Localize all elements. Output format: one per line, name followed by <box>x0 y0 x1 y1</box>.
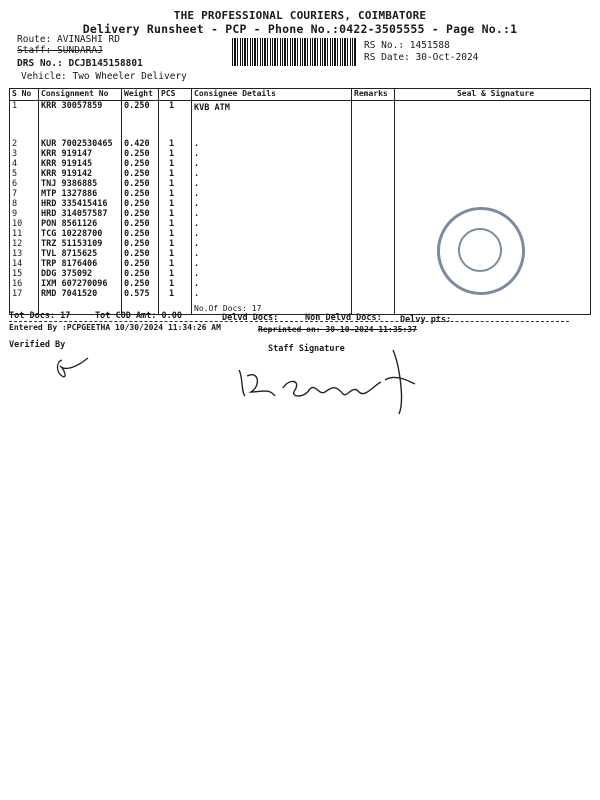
cell-consignee: . <box>192 139 352 149</box>
tot-cod: Tot COD Amt: 0.00 <box>95 311 182 321</box>
cell-pcs: 1 <box>159 249 192 259</box>
cell-weight: 0.420 <box>122 139 159 149</box>
cell-consignee: . <box>192 149 352 159</box>
cell-weight: 0.250 <box>122 149 159 159</box>
cell-remarks <box>352 169 395 179</box>
cell-remarks <box>352 259 395 269</box>
cell-remarks <box>352 179 395 189</box>
cell-consignment: TVL 8715625 <box>39 249 122 259</box>
cell-weight: 0.250 <box>122 269 159 279</box>
cell-consignment: KRR 919142 <box>39 169 122 179</box>
cell-weight: 0.250 <box>122 209 159 219</box>
cell-pcs: 1 <box>159 101 192 139</box>
cell-pcs: 1 <box>159 279 192 289</box>
table-row <box>10 159 591 169</box>
cell-sno: 4 <box>10 159 39 169</box>
bank-seal-center <box>458 228 502 272</box>
cell-weight: 0.250 <box>122 249 159 259</box>
verified-by-label: Verified By <box>9 340 66 350</box>
cell-sno: 13 <box>10 249 39 259</box>
delvd-docs: Delvd Docs: <box>222 313 279 323</box>
cell-remarks <box>352 239 395 249</box>
cell-consignee: . <box>192 179 352 189</box>
cell-consignment: HRD 335415416 <box>39 199 122 209</box>
cell-remarks <box>352 199 395 209</box>
table-row <box>10 189 591 199</box>
col-consignment: Consignment No <box>39 89 122 101</box>
col-seal: Seal & Signature <box>395 89 591 101</box>
rs-date: RS Date: 30-Oct-2024 <box>364 52 479 63</box>
cell-sno: 6 <box>10 179 39 189</box>
cell-weight: 0.250 <box>122 279 159 289</box>
cell-pcs: 1 <box>159 149 192 159</box>
col-weight: Weight <box>122 89 159 101</box>
cell-sno: 2 <box>10 139 39 149</box>
cell-remarks <box>352 139 395 149</box>
cell-consignment: TRZ 51153109 <box>39 239 122 249</box>
cell-remarks <box>352 279 395 289</box>
cell-seal <box>395 199 591 209</box>
table-row <box>10 179 591 189</box>
col-pcs: PCS <box>159 89 192 101</box>
cell-seal <box>395 179 591 189</box>
cell-consignee: . <box>192 189 352 199</box>
cell-consignee: . <box>192 259 352 269</box>
footer-cell <box>395 299 591 315</box>
cell-seal <box>395 149 591 159</box>
cell-sno: 16 <box>10 279 39 289</box>
cell-sno: 14 <box>10 259 39 269</box>
cell-pcs: 1 <box>159 139 192 149</box>
drs-number: DRS No.: DCJB145158801 <box>17 58 143 69</box>
cell-weight: 0.250 <box>122 159 159 169</box>
cell-remarks <box>352 209 395 219</box>
cell-consignee: . <box>192 169 352 179</box>
non-delvd-docs: Non Delvd Docs: <box>305 313 382 323</box>
table-row <box>10 149 591 159</box>
cell-sno: 12 <box>10 239 39 249</box>
cell-weight: 0.250 <box>122 199 159 209</box>
cell-pcs: 1 <box>159 189 192 199</box>
cell-pcs: 1 <box>159 289 192 299</box>
cell-consignment: TRP 8176406 <box>39 259 122 269</box>
cell-consignee: . <box>192 289 352 299</box>
cell-remarks <box>352 101 395 139</box>
cell-sno: 3 <box>10 149 39 159</box>
cell-seal <box>395 169 591 179</box>
staff-signature-label: Staff Signature <box>268 344 345 354</box>
divider-line <box>9 321 569 322</box>
cell-pcs: 1 <box>159 229 192 239</box>
cell-weight: 0.250 <box>122 219 159 229</box>
cell-weight: 0.250 <box>122 169 159 179</box>
no-of-docs: No.Of Docs: 17 <box>192 299 352 315</box>
cell-consignment: KRR 30057859 <box>39 101 122 139</box>
cell-consignee: . <box>192 229 352 239</box>
cell-pcs: 1 <box>159 179 192 189</box>
barcode <box>232 38 357 66</box>
cell-sno: 5 <box>10 169 39 179</box>
cell-consignee: . <box>192 279 352 289</box>
cell-sno: 1 <box>10 101 39 139</box>
company-name: THE PROFESSIONAL COURIERS, COIMBATORE <box>173 9 427 22</box>
cell-weight: 0.250 <box>122 259 159 269</box>
cell-sno: 15 <box>10 269 39 279</box>
table-row <box>10 101 591 139</box>
cell-remarks <box>352 159 395 169</box>
table-row <box>10 289 591 299</box>
cell-consignment: KRR 919147 <box>39 149 122 159</box>
col-remarks: Remarks <box>352 89 395 101</box>
cell-remarks <box>352 149 395 159</box>
cell-consignment: TCG 10228700 <box>39 229 122 239</box>
cell-weight: 0.250 <box>122 179 159 189</box>
delvy-pts: Delvy pts: <box>400 315 452 325</box>
cell-remarks <box>352 219 395 229</box>
cell-pcs: 1 <box>159 209 192 219</box>
verified-signature <box>52 352 122 386</box>
cell-remarks <box>352 289 395 299</box>
cell-sno: 7 <box>10 189 39 199</box>
cell-consignment: RMD 7041520 <box>39 289 122 299</box>
cell-consignment: DDG 375092 <box>39 269 122 279</box>
rs-number: RS No.: 1451588 <box>364 40 450 51</box>
runsheet-title: Delivery Runsheet - PCP - Phone No.:0422-3505555 - Page No.:1 <box>82 22 518 36</box>
table-row <box>10 169 591 179</box>
cell-pcs: 1 <box>159 259 192 269</box>
cell-consignee: . <box>192 159 352 169</box>
cell-consignee: KVB ATM <box>192 101 352 139</box>
staff-label: Staff: SUNDARAJ <box>17 45 103 56</box>
cell-pcs: 1 <box>159 219 192 229</box>
col-sno: S No <box>10 89 39 101</box>
cell-sno: 9 <box>10 209 39 219</box>
cell-remarks <box>352 229 395 239</box>
reprinted-on: Reprinted on: 30-10-2024 11:35:37 <box>258 325 417 334</box>
cell-pcs: 1 <box>159 169 192 179</box>
cell-pcs: 1 <box>159 239 192 249</box>
table-row <box>10 199 591 209</box>
cell-seal <box>395 189 591 199</box>
cell-weight: 0.250 <box>122 189 159 199</box>
col-consignee: Consignee Details <box>192 89 352 101</box>
cell-weight: 0.250 <box>122 229 159 239</box>
cell-remarks <box>352 249 395 259</box>
table-header-row <box>10 89 591 101</box>
cell-seal <box>395 159 591 169</box>
cell-consignment: KUR 7002530465 <box>39 139 122 149</box>
cell-consignment: MTP 1327886 <box>39 189 122 199</box>
cell-consignee: . <box>192 239 352 249</box>
cell-consignee: . <box>192 209 352 219</box>
cell-weight: 0.250 <box>122 239 159 249</box>
cell-pcs: 1 <box>159 269 192 279</box>
route-label: Route: AVINASHI RD <box>17 34 120 45</box>
tot-docs: Tot Docs: 17 <box>9 311 71 321</box>
cell-seal <box>395 101 591 139</box>
cell-weight: 0.250 <box>122 101 159 139</box>
cell-consignment: KRR 919145 <box>39 159 122 169</box>
cell-seal <box>395 139 591 149</box>
cell-consignee: . <box>192 249 352 259</box>
cell-weight: 0.575 <box>122 289 159 299</box>
vehicle-label: Vehicle: Two Wheeler Delivery <box>21 71 187 82</box>
cell-consignee: . <box>192 219 352 229</box>
cell-sno: 10 <box>10 219 39 229</box>
cell-remarks <box>352 189 395 199</box>
cell-sno: 8 <box>10 199 39 209</box>
cell-consignment: TNJ 9386885 <box>39 179 122 189</box>
cell-consignment: HRD 314057587 <box>39 209 122 219</box>
cell-consignee: . <box>192 269 352 279</box>
bank-seal <box>437 207 525 295</box>
cell-pcs: 1 <box>159 159 192 169</box>
cell-sno: 17 <box>10 289 39 299</box>
cell-sno: 11 <box>10 229 39 239</box>
cell-pcs: 1 <box>159 199 192 209</box>
table-row <box>10 139 591 149</box>
cell-remarks <box>352 269 395 279</box>
cell-consignment: IXM 607270096 <box>39 279 122 289</box>
staff-signature <box>235 340 420 420</box>
cell-consignment: PON 8561126 <box>39 219 122 229</box>
entered-by: Entered By :PCPGEETHA 10/30/2024 11:34:26 AM <box>9 323 221 332</box>
cell-consignee: . <box>192 199 352 209</box>
